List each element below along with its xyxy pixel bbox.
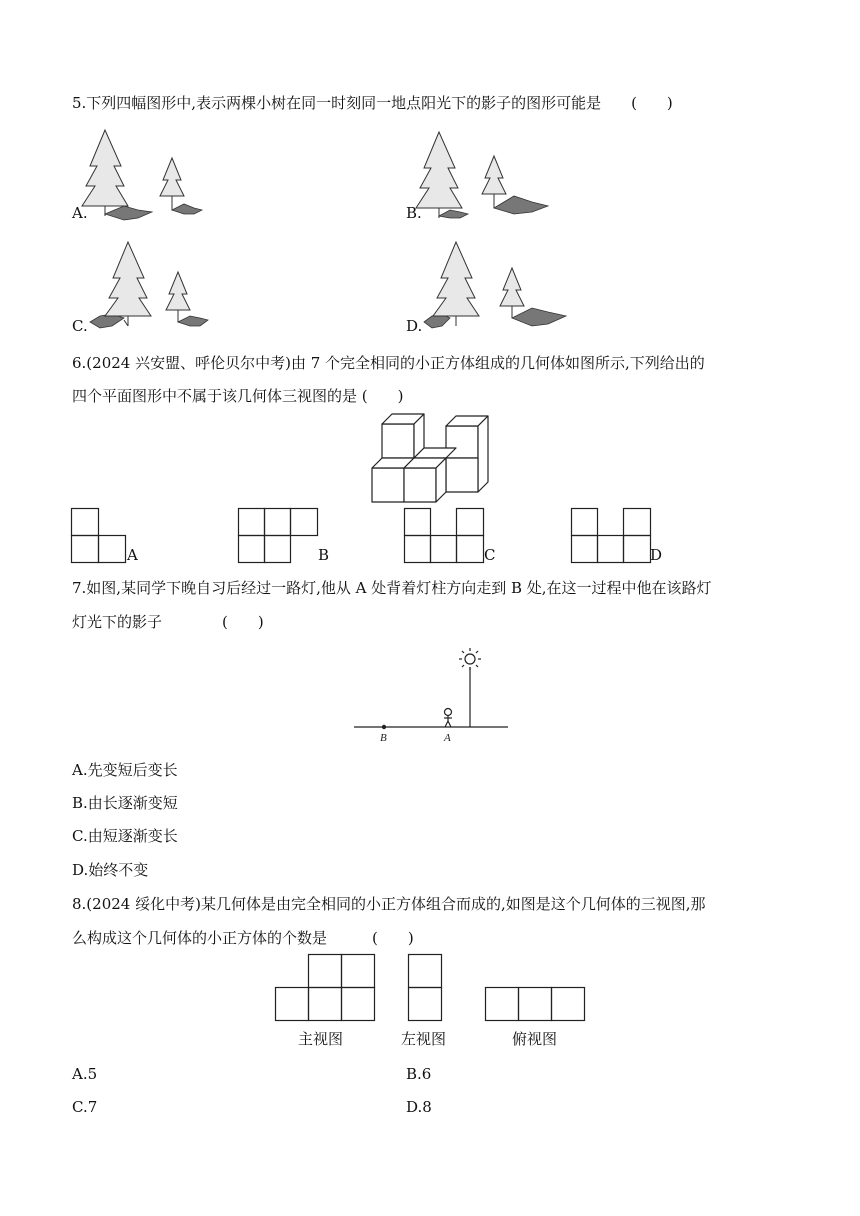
point-b-label: B xyxy=(380,732,387,744)
q8-top-view xyxy=(485,987,587,1023)
q5-figure-b xyxy=(414,128,554,223)
q7-option-d: D.始终不变 xyxy=(72,861,149,879)
q7-option-b: B.由长逐渐变短 xyxy=(72,794,178,812)
small-tree-shadow xyxy=(178,316,208,326)
q5-figure-a xyxy=(80,126,210,221)
q5-option-c-label: C. xyxy=(72,317,88,335)
q6-stem-line2: 四个平面图形中不属于该几何体三视图的是 ( ) xyxy=(72,387,404,405)
point-b-dot xyxy=(382,725,386,729)
q5-option-b-label: B. xyxy=(406,204,422,222)
big-tree-icon xyxy=(416,132,462,218)
q6-cube-solid xyxy=(368,410,492,504)
big-tree-shadow xyxy=(105,206,152,220)
q8-stem-line2: 么构成这个几何体的小正方体的个数是 ( ) xyxy=(72,929,414,947)
q7-streetlight-figure xyxy=(350,645,510,745)
q6-option-d-label: D xyxy=(650,546,663,564)
big-tree-icon xyxy=(82,130,128,216)
q6-option-a-label: A xyxy=(127,546,138,564)
q8-option-d: D.8 xyxy=(406,1098,432,1116)
small-tree-shadow xyxy=(494,196,548,214)
small-tree-shadow xyxy=(512,308,566,326)
q6-option-b-view xyxy=(238,508,320,564)
q8-front-view-label: 主视图 xyxy=(298,1030,344,1048)
point-a-label: A xyxy=(444,732,451,744)
q5-option-a-label: A. xyxy=(72,204,88,222)
q5-figure-c xyxy=(86,240,216,332)
q8-left-view xyxy=(408,954,444,1022)
q8-option-b: B.6 xyxy=(406,1065,432,1083)
q6-option-a-view xyxy=(71,508,127,564)
q5-option-d-label: D. xyxy=(406,317,423,335)
small-tree-shadow xyxy=(172,204,202,214)
q5-figure-d xyxy=(420,240,570,332)
q8-front-view xyxy=(275,954,377,1022)
q8-option-a: A.5 xyxy=(72,1065,98,1083)
q6-option-b-label: B xyxy=(318,546,330,564)
q7-option-c: C.由短逐渐变长 xyxy=(72,827,178,845)
q6-option-d-view xyxy=(571,508,653,564)
q6-option-c-label: C xyxy=(484,546,496,564)
q7-option-a: A.先变短后变长 xyxy=(72,761,178,779)
small-tree-icon xyxy=(500,268,524,318)
big-tree-icon xyxy=(433,242,479,326)
big-tree-shadow xyxy=(439,210,468,218)
q8-top-view-label: 俯视图 xyxy=(512,1030,558,1048)
q7-stem-line2: 灯光下的影子 ( ) xyxy=(72,613,264,631)
q5-stem: 5.下列四幅图形中,表示两棵小树在同一时刻同一地点阳光下的影子的图形可能是 ( ) xyxy=(72,94,673,112)
small-tree-icon xyxy=(160,158,184,210)
small-tree-icon xyxy=(482,156,506,208)
q8-option-c: C.7 xyxy=(72,1098,98,1116)
big-tree-icon xyxy=(105,242,151,326)
q8-left-view-label: 左视图 xyxy=(401,1030,447,1048)
q6-option-c-view xyxy=(404,508,486,564)
q7-stem-line1: 7.如图,某同学下晚自习后经过一路灯,他从 A 处背着灯柱方向走到 B 处,在这一过程中他在该路灯 xyxy=(72,579,712,597)
lamp-icon xyxy=(459,648,481,670)
person-icon xyxy=(444,709,452,728)
small-tree-icon xyxy=(166,272,190,322)
q8-stem-line1: 8.(2024 绥化中考)某几何体是由完全相同的小正方体组合而成的,如图是这个几何体的三视图,那 xyxy=(72,895,706,913)
q6-stem-line1: 6.(2024 兴安盟、呼伦贝尔中考)由 7 个完全相同的小正方体组成的几何体如图所示,下列给出的 xyxy=(72,354,705,372)
